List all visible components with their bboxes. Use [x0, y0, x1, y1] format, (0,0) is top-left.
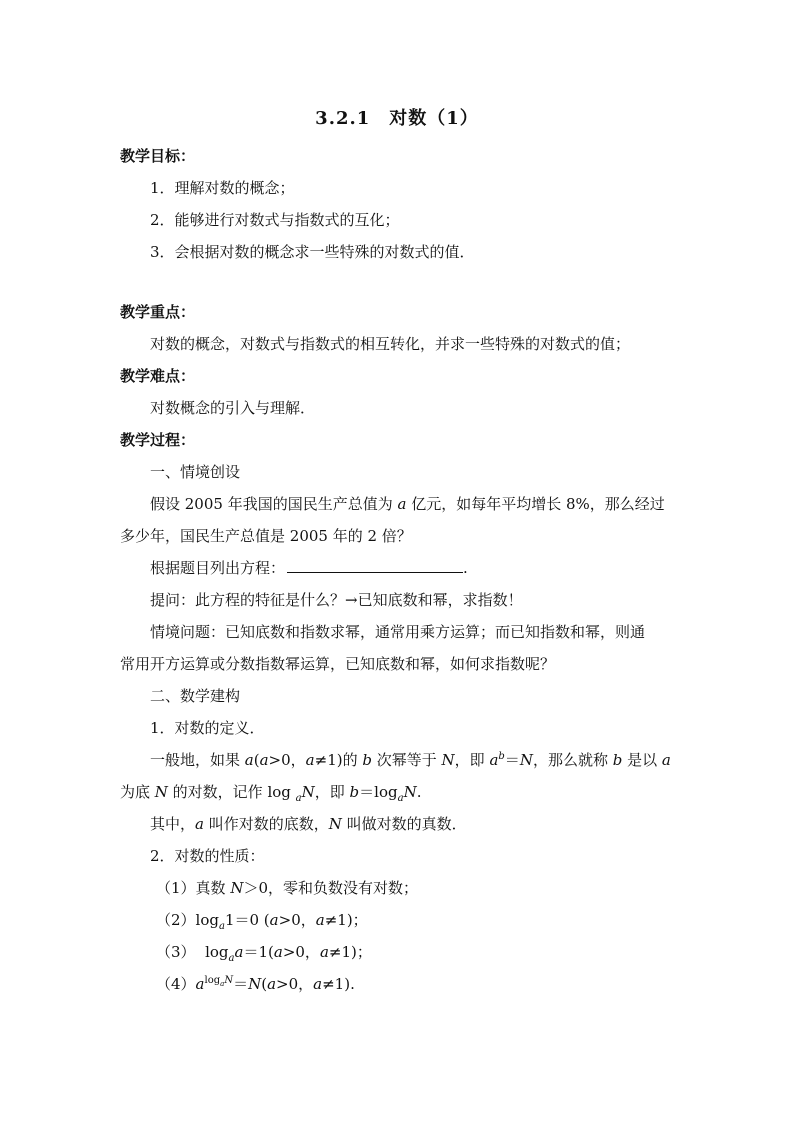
paragraph-line: 情境问题：已知底数和指数求幂，通常用乘方运算；而已知指数和幂，则通 [150, 623, 646, 641]
numbered-item: 1．对数的定义． [150, 719, 265, 737]
numbered-item: 2．对数的性质： [150, 847, 265, 865]
page-title: 3.2.1 对数（1） [315, 108, 479, 129]
section-heading-process: 教学过程： [120, 431, 196, 449]
answer-blank[interactable] [287, 558, 463, 573]
property-item: （3） $\log_aa=1(a>0$，a≠1)； [156, 943, 372, 964]
definition-line: 一般地，如果 a(a>0，a≠1)的 b 次幂等于 N，即 $a^b=N$，那么就称 b 是以 a [150, 751, 671, 769]
section-heading-difficulties: 教学难点： [120, 367, 196, 385]
key-points-text: 对数的概念，对数式与指数式的相互转化，并求一些特殊的对数式的值； [150, 335, 631, 353]
paragraph-line: 多少年，国民生产总值是 2005 年的 2 倍？ [120, 527, 412, 545]
paragraph-line: 提问：此方程的特征是什么？→已知底数和幂，求指数！ [150, 591, 523, 609]
section-heading-key-points: 教学重点： [120, 303, 196, 321]
property-item: （1）真数 N＞0，零和负数没有对数； [156, 879, 418, 897]
goal-item: 1．理解对数的概念； [150, 179, 295, 197]
goal-item: 2．能够进行对数式与指数式的互化； [150, 211, 400, 229]
subsection-heading: 一、情境创设 [150, 463, 241, 481]
subsection-heading: 二、数学建构 [150, 687, 241, 705]
definition-line: 为底 N 的对数，记作 log $_a$N，即 $b=\log_aN$. [120, 783, 422, 804]
section-heading-goals: 教学目标： [120, 147, 196, 165]
difficulties-text: 对数概念的引入与理解． [150, 399, 316, 417]
paragraph-line: 常用开方运算或分数指数幂运算，已知底数和幂，如何求指数呢？ [120, 655, 556, 673]
equation-prompt: 根据题目列出方程： . [150, 559, 468, 577]
property-item: $(2)\log_a1=0$ (a>0，a≠1)； [156, 911, 368, 932]
paragraph-line: 其中，a 叫作对数的底数，N 叫做对数的真数． [150, 815, 467, 833]
paragraph-line: 假设 2005 年我国的国民生产总值为 a 亿元，如每年平均增长 8%，那么经过 [150, 495, 665, 513]
goal-item: 3．会根据对数的概念求一些特殊的对数式的值． [150, 243, 475, 261]
property-item: $(4)a^{log_aN}=N(a>0$，a≠1). [156, 975, 355, 993]
